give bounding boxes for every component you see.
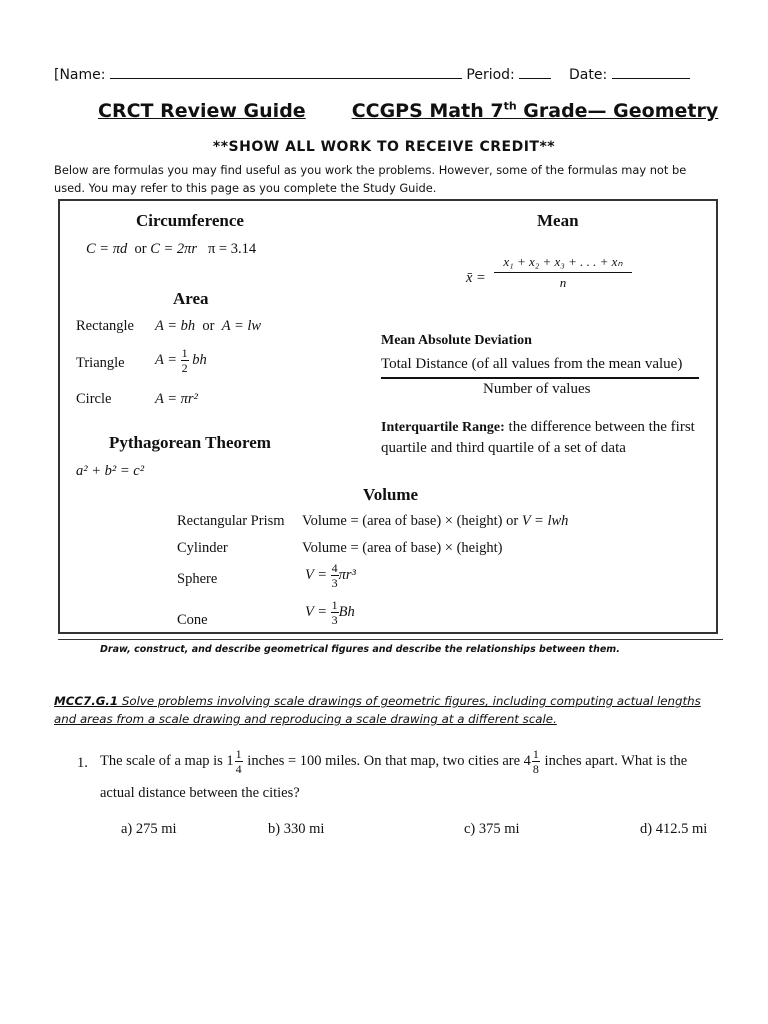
show-work-notice: **SHOW ALL WORK TO RECEIVE CREDIT** <box>212 139 556 155</box>
area-rectangle-label: Rectangle <box>76 318 134 334</box>
page-title <box>98 100 718 122</box>
title-right: CCGPS Math 7th Grade— Geometry <box>351 100 719 123</box>
answer-choice-c[interactable]: c) 375 mi <box>464 821 520 837</box>
volume-prism-label: Rectangular Prism <box>177 513 285 529</box>
name-blank[interactable] <box>110 64 462 79</box>
student-info-header <box>54 64 714 83</box>
volume-sphere-formula: V = $\frac{4}{3}$ πr³ <box>305 561 356 590</box>
standard-heading: Draw, construct, and describe geometrical figures and describe the relationships between them. <box>100 644 620 655</box>
answer-choice-d[interactable]: d) 412.5 mi <box>640 821 708 837</box>
question-1-number: 1. <box>77 755 88 771</box>
pythagorean-heading: Pythagorean Theorem <box>109 433 271 452</box>
circumference-heading: Circumference <box>136 211 244 230</box>
area-circle-formula: A = πr² <box>155 391 198 407</box>
answer-choice-a[interactable]: a) 275 mi <box>121 821 177 837</box>
iqr-text-line-2: quartile and third quartile of a set of data <box>381 440 626 456</box>
area-heading: Area <box>173 289 209 308</box>
iqr-text-line-1: Interquartile Range: the difference between the first <box>381 419 695 435</box>
question-1-text-line-1: The scale of a map is 1 $\frac{1}{4}$ inches = 100 miles. On that map, two cities are 4 $\frac{1}{8}$ inches apart. What is the <box>100 747 688 776</box>
mean-numerator: x₁ + x₂ + x₃ + . . . + xₙ <box>494 254 632 273</box>
volume-heading: Volume <box>363 485 419 504</box>
period-label: Period: <box>466 67 515 83</box>
mean-denominator: n <box>559 275 567 290</box>
volume-cylinder-formula: Volume = (area of base) × (height) <box>302 540 503 556</box>
volume-cone-label: Cone <box>177 612 208 628</box>
mcc-code: MCC7.G.1 <box>54 694 119 708</box>
volume-cone-formula: V = $\frac{1}{3}$ Bh <box>305 598 355 627</box>
date-label: Date: <box>569 67 608 83</box>
mcc-standard <box>54 692 716 728</box>
mad-numerator: Total Distance (of all values from the mean value) <box>381 356 683 372</box>
area-triangle-label: Triangle <box>76 355 125 371</box>
volume-cylinder-label: Cylinder <box>177 540 228 556</box>
pythagorean-formula: a² + b² = c² <box>76 463 145 479</box>
date-blank[interactable] <box>612 64 690 79</box>
intro-text: Below are formulas you may find useful as you work the problems. However, some of the formulas may not be used. You may refer to this page as you complete the Study Guide. <box>54 163 687 195</box>
area-triangle-formula: A = $\frac{1}{2}$ bh <box>155 346 207 375</box>
name-label: [Name: <box>54 67 106 83</box>
title-left: CRCT Review Guide <box>98 100 306 123</box>
mad-fraction-bar <box>381 377 699 379</box>
volume-prism-formula: Volume = (area of base) × (height) or V = lwh <box>302 513 569 529</box>
circumference-formula: C = πd or C = 2πr π = 3.14 <box>86 241 257 257</box>
area-rectangle-formula: A = bh or A = lw <box>155 318 262 334</box>
mean-heading: Mean <box>537 211 579 230</box>
mad-heading: Mean Absolute Deviation <box>381 333 532 348</box>
answer-choice-b[interactable]: b) 330 mi <box>268 821 325 837</box>
volume-sphere-label: Sphere <box>177 571 218 587</box>
mean-lhs: x̄ = <box>466 270 486 286</box>
formula-box-rule <box>58 639 723 640</box>
area-circle-label: Circle <box>76 391 112 407</box>
mcc-text: Solve problems involving scale drawings of geometric figures, including computing actual lengths and areas from a scale drawing and reproducing a scale drawing at a different scale. <box>54 694 701 726</box>
question-1-text-line-2: actual distance between the cities? <box>100 785 300 801</box>
mad-denominator: Number of values <box>483 381 591 397</box>
period-blank[interactable] <box>519 64 551 79</box>
